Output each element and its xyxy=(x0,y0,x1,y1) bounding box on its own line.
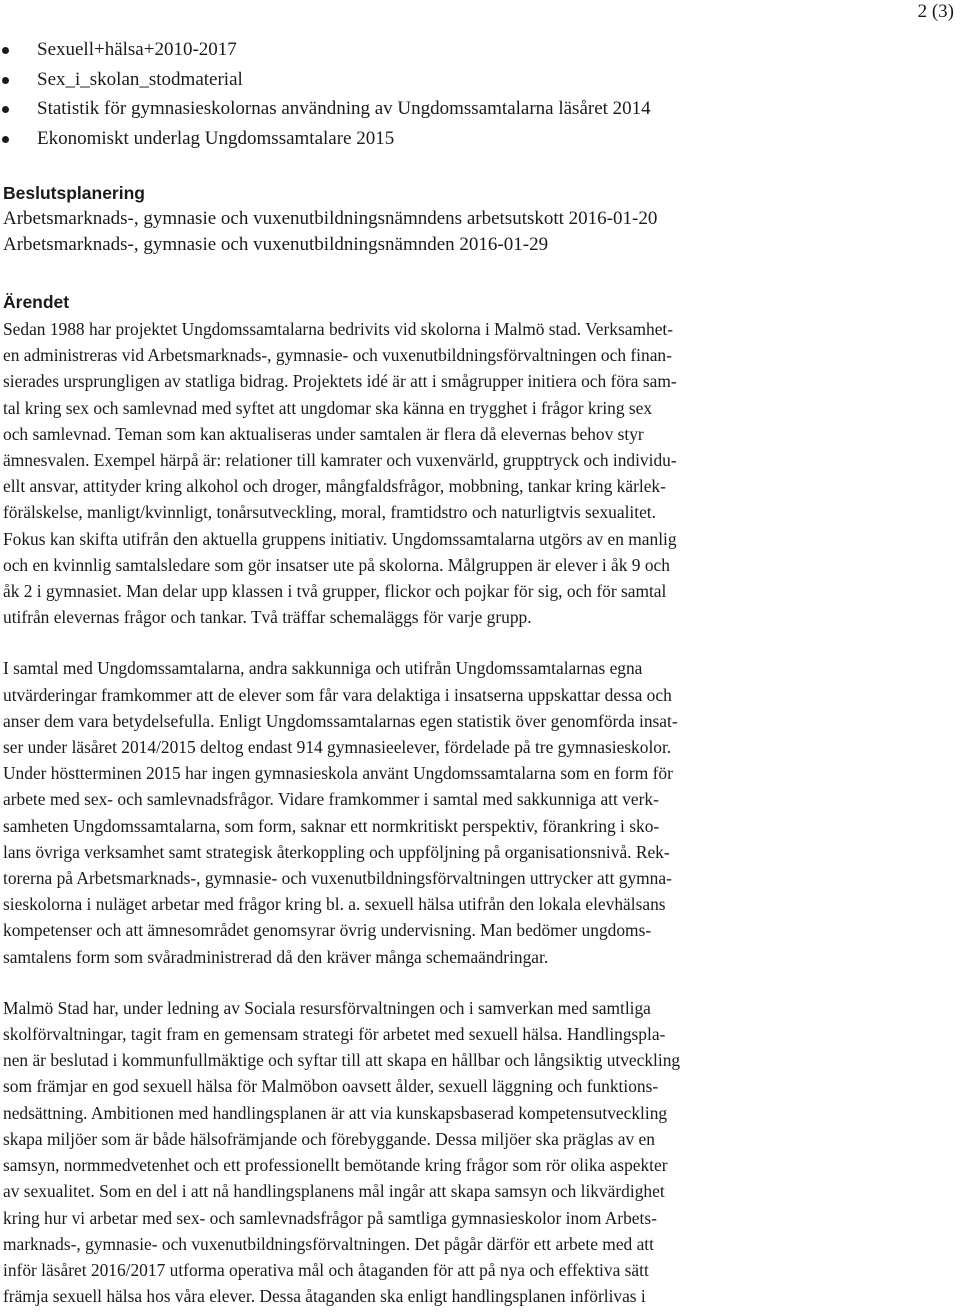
text-line: som främjar en god sexuell hälsa för Malmöbon oavsett ålder, sexuell läggning och funktions- xyxy=(3,1076,659,1097)
attachment-item: Statistik för gymnasieskolornas användning av Ungdomssamtalarna läsåret 2014 xyxy=(0,94,651,124)
text-line: lans övriga verksamhet samt strategisk återkoppling och uppföljning på organisationsnivå. Rek- xyxy=(3,841,670,862)
text-line: förälskelse, manligt/kvinnligt, tonårsutveckling, moral, framtidstro och naturligtvis sexualitet. xyxy=(3,502,656,523)
text-line: samtalens form som svåradministrerad då den kräver många schemaändringar. xyxy=(3,946,549,967)
text-line: nen är beslutad i kommunfullmäktige och syftar till att skapa en hållbar och långsiktig utveckling xyxy=(3,1050,681,1071)
arendet-section xyxy=(3,289,958,1309)
attachment-item: Sexuell+hälsa+2010-2017 xyxy=(0,35,651,65)
paragraph-background xyxy=(3,316,958,630)
text-line: skolförvaltningar, tagit fram en gemensam strategi för arbetet med sexuell hälsa. Handlingspla- xyxy=(3,1024,666,1045)
beslutsplanering-heading: Beslutsplanering xyxy=(3,183,145,203)
arendet-heading: Ärendet xyxy=(3,292,70,312)
text-line: nedsättning. Ambitionen med handlingsplanen är att via kunskapsbaserad kompetensutveckling xyxy=(3,1102,668,1123)
paragraph-evaluation xyxy=(3,655,958,969)
attachment-item: Ekonomiskt underlag Ungdomssamtalare 2015 xyxy=(0,124,651,154)
decision-step: Arbetsmarknads-, gymnasie och vuxenutbildningsnämndens arbetsutskott 2016-01-20 xyxy=(3,208,658,229)
text-line: Fokus kan skifta utifrån den aktuella gruppens initiativ. Ungdomssamtalarna utgörs av en manlig xyxy=(3,528,677,549)
text-line: utvärderingar framkommer att de elever som får vara delaktiga i insatserna uppskattar dessa och xyxy=(3,684,672,705)
text-line: marknads-, gymnasie- och vuxenutbildningsförvaltningen. Det pågår därför ett arbete med att xyxy=(3,1233,654,1254)
text-line: åk 2 i gymnasiet. Man delar upp klassen i två grupper, flickor och pojkar för sig, och för samtal xyxy=(3,581,667,602)
text-line: och samlevnad. Teman som kan aktualiseras under samtalen är flera då elevernas behov styr xyxy=(3,423,644,444)
text-line: torerna på Arbetsmarknads-, gymnasie- och vuxenutbildningsförvaltningen uttrycker att gymna- xyxy=(3,868,672,889)
text-line: ämnesvalen. Exempel härpå är: relationer till kamrater och vuxenvärld, grupptryck och individu- xyxy=(3,450,677,471)
text-line: anser dem vara betydelsefulla. Enligt Ungdomssamtalarnas egen statistik över genomförda insat- xyxy=(3,710,678,731)
text-line: I samtal med Ungdomssamtalarna, andra sakkunniga och utifrån Ungdomssamtalarnas egna xyxy=(3,658,643,679)
text-line: tal kring sex och samlevnad med syftet att ungdomar ska känna en trygghet i frågor kring sex xyxy=(3,397,653,418)
text-line: en administreras vid Arbetsmarknads-, gymnasie- och vuxenutbildningsförvaltningen och finan- xyxy=(3,345,672,366)
decision-step: Arbetsmarknads-, gymnasie och vuxenutbildningsnämnden 2016-01-29 xyxy=(3,234,549,255)
attachment-list xyxy=(0,35,651,153)
text-line: skapa miljöer som är både hälsofrämjande och förebyggande. Dessa miljöer ska präglas av en xyxy=(3,1128,655,1149)
text-line: främja sexuell hälsa hos våra elever. Dessa åtaganden ska enligt handlingsplanen införlivas i xyxy=(3,1286,646,1307)
text-line: ser under läsåret 2014/2015 deltog endast 914 gymnasieelever, fördelade på tre gymnasieskolor. xyxy=(3,737,672,758)
text-line: Malmö Stad har, under ledning av Sociala resursförvaltningen och i samverkan med samtliga xyxy=(3,997,651,1018)
text-line: sierades ursprungligen av statliga bidrag. Projektets idé är att i smågrupper initiera och föra sam- xyxy=(3,371,677,392)
text-line: kring hur vi arbetar med sex- och samlevnadsfrågor på samtliga gymnasieskolor inom Arbets- xyxy=(3,1207,657,1228)
paragraph-strategy xyxy=(3,995,958,1309)
text-line: inför läsåret 2016/2017 utforma operativa mål och åtaganden för att på nya och effektiva sätt xyxy=(3,1259,649,1280)
text-line: utifrån elevernas frågor och tankar. Två träffar schemaläggs för varje grupp. xyxy=(3,607,532,628)
text-line: samsyn, normmedvetenhet och ett professionellt bemötande kring frågor som rör olika aspekter xyxy=(3,1155,668,1176)
text-line: kompetenser och att ämnesområdet genomsyrar övrig undervisning. Man bedömer ungdoms- xyxy=(3,920,652,941)
beslutsplanering-section xyxy=(3,180,958,258)
text-line: och en kvinnlig samtalsledare som gör insatser ute på skolorna. Målgruppen är elever i åk 9 och xyxy=(3,554,670,575)
text-line: samheten Ungdomssamtalarna, som form, saknar ett normkritiskt perspektiv, förankring i sko- xyxy=(3,815,660,836)
attachment-item: Sex_i_skolan_stodmaterial xyxy=(0,65,651,95)
text-line: ellt ansvar, attityder kring alkohol och droger, mångfaldsfrågor, mobbning, tankar kring kärlek- xyxy=(3,476,666,497)
text-line: sieskolorna i nuläget arbetar med frågor kring bl. a. sexuell hälsa utifrån den lokala elevhälsans xyxy=(3,894,666,915)
text-line: Under höstterminen 2015 har ingen gymnasieskola använt Ungdomssamtalarna som en form för xyxy=(3,763,673,784)
text-line: Sedan 1988 har projektet Ungdomssamtalarna bedrivits vid skolorna i Malmö stad. Verksamhet- xyxy=(3,319,674,339)
text-line: av sexualitet. Som en del i att nå handlingsplanens mål ingår att skapa samsyn och likvärdighet xyxy=(3,1181,665,1202)
page-number: 2 (3) xyxy=(917,1,954,22)
text-line: arbete med sex- och samlevnadsfrågor. Vidare framkommer i samtal med sakkunniga att verk- xyxy=(3,789,659,810)
